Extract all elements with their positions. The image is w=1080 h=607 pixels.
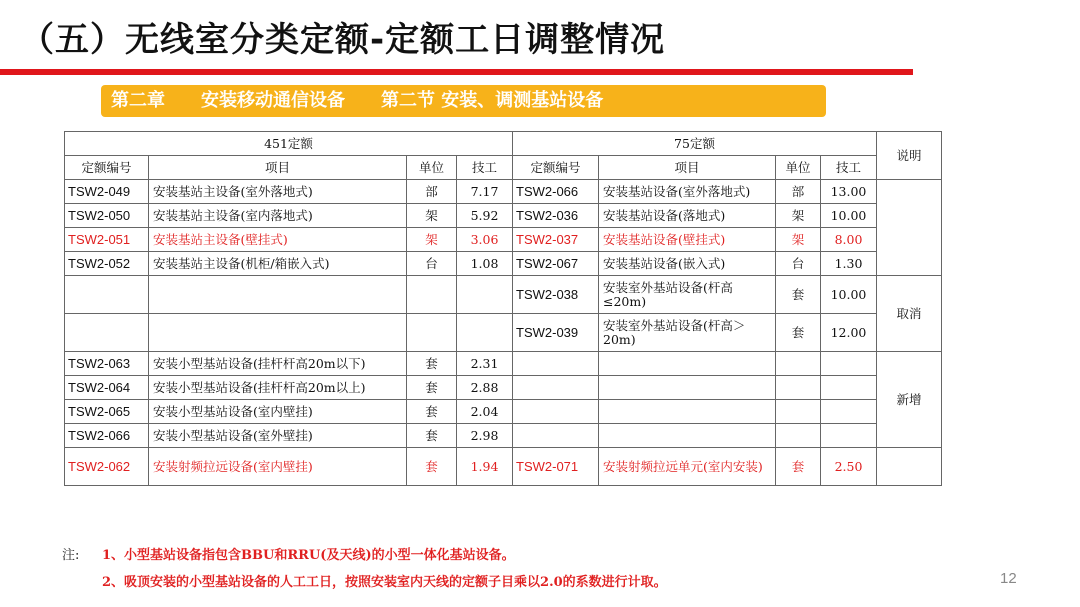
cell-75-labor: 8.00	[821, 228, 877, 252]
cell-75-code: TSW2-037	[513, 228, 599, 252]
note-cancel: 取消	[877, 276, 942, 352]
cell-75-labor	[821, 424, 877, 448]
page-number: 12	[1000, 570, 1017, 587]
cell-451-code: TSW2-049	[65, 180, 149, 204]
cell-75-item: 安装基站设备(嵌入式)	[599, 252, 776, 276]
cell-451-labor: 7.17	[457, 180, 513, 204]
cell-75-unit	[776, 352, 821, 376]
cell-75-item	[599, 376, 776, 400]
cell-75-labor: 12.00	[821, 314, 877, 352]
group-75-header: 75定额	[513, 132, 877, 156]
title-underline	[0, 69, 913, 75]
note-cell-empty	[877, 180, 942, 276]
table-row-highlighted	[65, 448, 942, 486]
cell-451-item: 安装基站主设备(机柜/箱嵌入式)	[149, 252, 407, 276]
col-header-unit: 单位	[407, 156, 457, 180]
table-row	[65, 376, 942, 400]
cell-75-unit: 套	[776, 276, 821, 314]
cell-451-labor: 1.08	[457, 252, 513, 276]
note-add: 新增	[877, 352, 942, 448]
cell-451-item: 安装基站主设备(壁挂式)	[149, 228, 407, 252]
cell-75-code: TSW2-067	[513, 252, 599, 276]
table-row	[65, 180, 942, 204]
cell-451-item	[149, 276, 407, 314]
col-header-labor: 技工	[457, 156, 513, 180]
cell-75-unit: 部	[776, 180, 821, 204]
quota-comparison-table	[64, 131, 942, 486]
col-header-code: 定额编号	[513, 156, 599, 180]
cell-451-item: 安装小型基站设备(挂杆杆高20m以上)	[149, 376, 407, 400]
cell-451-unit: 套	[407, 400, 457, 424]
cell-451-labor: 2.98	[457, 424, 513, 448]
footnote-line-2	[62, 569, 667, 596]
cell-451-item	[149, 314, 407, 352]
column-header-row	[65, 156, 942, 180]
cell-75-unit: 套	[776, 314, 821, 352]
chapter-banner: 第二章 安装移动通信设备 第二节 安装、调测基站设备	[101, 85, 826, 117]
cell-451-labor: 3.06	[457, 228, 513, 252]
cell-75-unit: 架	[776, 204, 821, 228]
table-row	[65, 276, 942, 314]
table-row	[65, 400, 942, 424]
footnote-line-1	[62, 542, 667, 569]
cell-75-item	[599, 352, 776, 376]
cell-451-item: 安装小型基站设备(室外壁挂)	[149, 424, 407, 448]
cell-75-code: TSW2-036	[513, 204, 599, 228]
cell-451-code	[65, 276, 149, 314]
cell-75-item	[599, 400, 776, 424]
cell-451-code: TSW2-066	[65, 424, 149, 448]
cell-451-item: 安装射频拉远设备(室内壁挂)	[149, 448, 407, 486]
cell-451-item: 安装小型基站设备(室内壁挂)	[149, 400, 407, 424]
cell-451-item: 安装基站主设备(室内落地式)	[149, 204, 407, 228]
cell-451-code: TSW2-063	[65, 352, 149, 376]
cell-75-unit: 架	[776, 228, 821, 252]
cell-451-labor: 5.92	[457, 204, 513, 228]
table-row	[65, 252, 942, 276]
cell-451-unit	[407, 314, 457, 352]
cell-75-labor	[821, 400, 877, 424]
table-row	[65, 424, 942, 448]
cell-451-labor: 1.94	[457, 448, 513, 486]
cell-451-code	[65, 314, 149, 352]
group-header-row	[65, 132, 942, 156]
cell-75-item	[599, 424, 776, 448]
cell-75-code: TSW2-071	[513, 448, 599, 486]
page-title: （五）无线室分类定额-定额工日调整情况	[20, 20, 666, 60]
table-row	[65, 204, 942, 228]
cell-451-code: TSW2-050	[65, 204, 149, 228]
cell-75-labor	[821, 352, 877, 376]
cell-75-code: TSW2-039	[513, 314, 599, 352]
col-header-code: 定额编号	[65, 156, 149, 180]
note-cell-empty	[877, 448, 942, 486]
cell-451-unit: 套	[407, 352, 457, 376]
cell-75-item: 安装基站设备(壁挂式)	[599, 228, 776, 252]
cell-75-unit	[776, 400, 821, 424]
table-row-highlighted	[65, 228, 942, 252]
cell-75-code	[513, 400, 599, 424]
cell-75-labor: 2.50	[821, 448, 877, 486]
cell-451-unit: 部	[407, 180, 457, 204]
col-header-item: 项目	[599, 156, 776, 180]
cell-75-code	[513, 376, 599, 400]
col-header-unit: 单位	[776, 156, 821, 180]
cell-75-unit	[776, 376, 821, 400]
cell-451-unit: 套	[407, 376, 457, 400]
cell-451-item: 安装小型基站设备(挂杆杆高20m以下)	[149, 352, 407, 376]
cell-75-unit	[776, 424, 821, 448]
cell-451-labor	[457, 314, 513, 352]
cell-451-labor: 2.88	[457, 376, 513, 400]
cell-451-unit	[407, 276, 457, 314]
footnote-text-1: 1、小型基站设备指包含BBU和RRU(及天线)的小型一体化基站设备。	[102, 548, 515, 563]
cell-451-unit: 套	[407, 424, 457, 448]
cell-75-labor: 10.00	[821, 276, 877, 314]
cell-75-labor: 10.00	[821, 204, 877, 228]
cell-451-code: TSW2-064	[65, 376, 149, 400]
cell-451-labor	[457, 276, 513, 314]
col-header-item: 项目	[149, 156, 407, 180]
cell-75-unit: 台	[776, 252, 821, 276]
cell-451-labor: 2.31	[457, 352, 513, 376]
cell-75-labor: 13.00	[821, 180, 877, 204]
cell-75-code	[513, 424, 599, 448]
footnote-label: 注:	[62, 548, 80, 563]
cell-451-code: TSW2-051	[65, 228, 149, 252]
table-row	[65, 314, 942, 352]
cell-75-item: 安装室外基站设备(杆高＞20m)	[599, 314, 776, 352]
cell-451-item: 安装基站主设备(室外落地式)	[149, 180, 407, 204]
cell-75-item: 安装基站设备(室外落地式)	[599, 180, 776, 204]
cell-75-item: 安装基站设备(落地式)	[599, 204, 776, 228]
cell-451-labor: 2.04	[457, 400, 513, 424]
cell-451-unit: 架	[407, 228, 457, 252]
cell-451-unit: 台	[407, 252, 457, 276]
cell-451-code: TSW2-052	[65, 252, 149, 276]
cell-451-code: TSW2-065	[65, 400, 149, 424]
cell-75-unit: 套	[776, 448, 821, 486]
cell-75-labor	[821, 376, 877, 400]
cell-75-item: 安装射频拉远单元(室内安装)	[599, 448, 776, 486]
note-header: 说明	[877, 132, 942, 180]
cell-451-code: TSW2-062	[65, 448, 149, 486]
col-header-labor: 技工	[821, 156, 877, 180]
cell-451-unit: 架	[407, 204, 457, 228]
cell-75-code: TSW2-066	[513, 180, 599, 204]
cell-75-code	[513, 352, 599, 376]
cell-451-unit: 套	[407, 448, 457, 486]
group-451-header: 451定额	[65, 132, 513, 156]
cell-75-labor: 1.30	[821, 252, 877, 276]
footnotes	[62, 542, 667, 596]
table-row	[65, 352, 942, 376]
cell-75-item: 安装室外基站设备(杆高≤20m)	[599, 276, 776, 314]
footnote-text-2: 2、吸顶安装的小型基站设备的人工工日，按照安装室内天线的定额子目乘以2.0的系数进行计取。	[102, 575, 667, 590]
cell-75-code: TSW2-038	[513, 276, 599, 314]
